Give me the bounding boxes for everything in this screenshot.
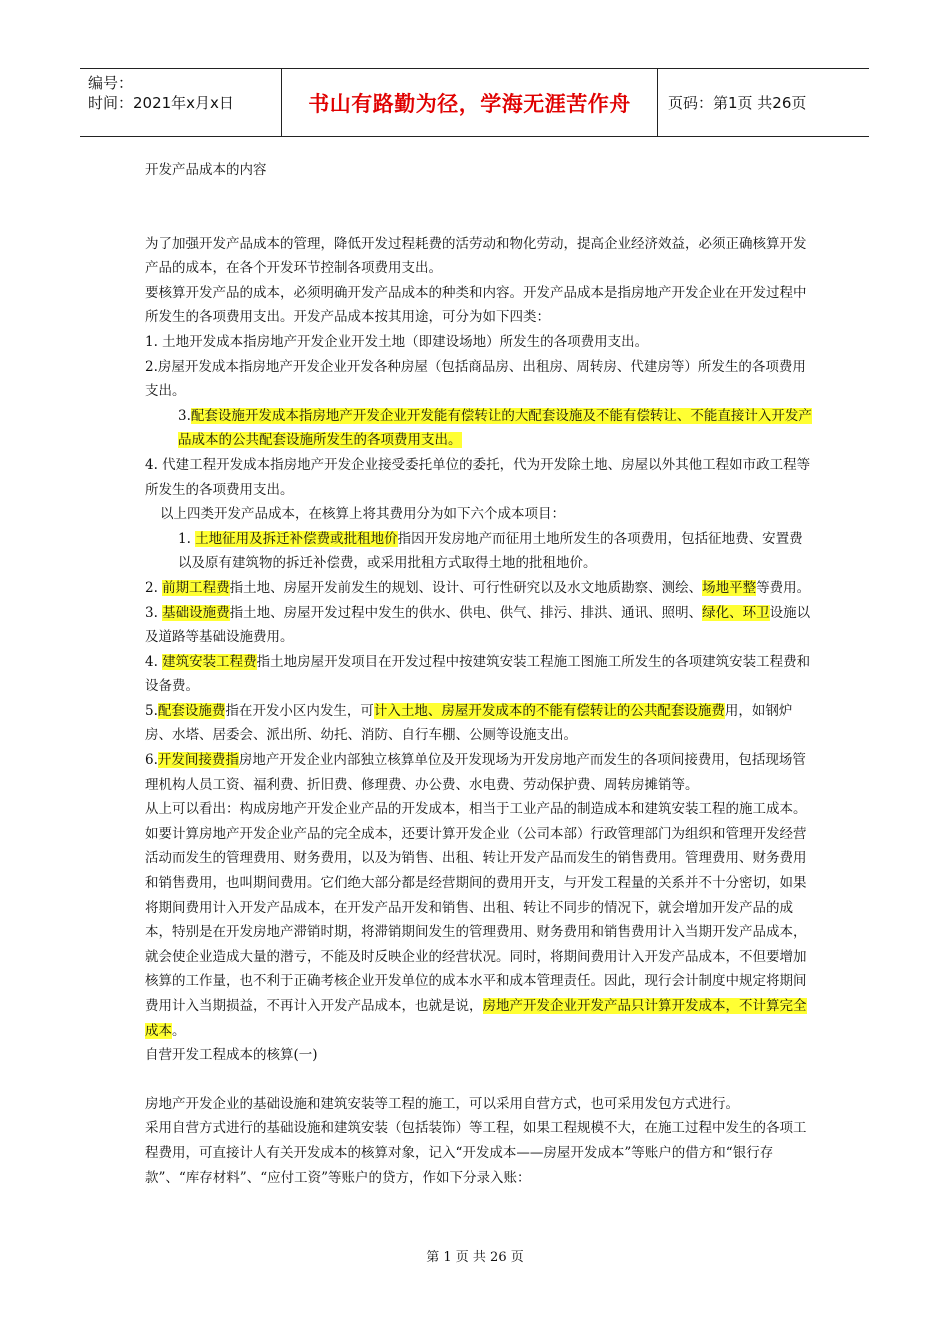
paragraph: 3. 基础设施费指土地、房屋开发过程中发生的供水、供电、供气、排污、排洪、通讯、照明、绿化、环卫设施以及道路等基础设施费用。	[145, 604, 811, 646]
paragraph: 1. 土地开发成本指房地产开发企业开发土地（即建设场地）所发生的各项费用支出。	[145, 333, 649, 350]
highlighted-text: 计入土地、房屋开发成本的不能有偿转让的公共配套设施费	[373, 702, 725, 719]
page-footer: 第 1 页 共 26 页	[426, 1250, 524, 1265]
paragraph: 1. 土地征用及拆迁补偿费或批租地价指因开发房地产而征用土地所发生的各项费用，包括征地费、安置费以及原有建筑物的拆迁补偿费，或采用批租方式取得土地的批租地价。	[178, 530, 803, 572]
highlighted-text: 房地产开发企业开发产品只计算开发成本，不计算完全成本	[145, 998, 807, 1039]
highlighted-text: 绿化、环卫	[702, 604, 770, 621]
highlighted-text: 前期工程费	[162, 579, 230, 596]
highlighted-text: 配套设施费	[157, 702, 226, 719]
paragraph: 6.开发间接费指房地产开发企业内部独立核算单位及开发现场为开发房地产而发生的各项间接费用，包括现场管理机构人员工资、福利费、折旧费、修理费、办公费、水电费、劳动保护费、周转房摊销等。	[145, 752, 806, 793]
highlighted-text: 土地征用及拆迁补偿费或批租地价	[195, 530, 398, 547]
page-header	[80, 68, 869, 137]
paragraph: 3.配套设施开发成本指房地产开发企业开发能有偿转让的大配套设施及不能有偿转让、不能直接计入开发产品成本的公共配套设施所发生的各项费用支出。	[178, 407, 812, 449]
highlighted-text: 场地平整	[702, 579, 757, 596]
doc-time-label: 时间：2021年x月x日	[88, 94, 234, 112]
highlighted-text: 基础设施费	[162, 604, 230, 621]
paragraph: 2.房屋开发成本指房地产开发企业开发各种房屋（包括商品房、出租房、周转房、代建房等）所发生的各项费用支出。	[145, 358, 806, 400]
paragraph: 4. 代建工程开发成本指房地产开发企业接受委托单位的委托，代为开发除土地、房屋以外其他工程如市政工程等所发生的各项费用支出。	[145, 456, 811, 498]
paragraph: 房地产开发企业的基础设施和建筑安装等工程的施工，可以采用自营方式，也可采用发包方式进行。	[145, 1095, 739, 1112]
document-body	[145, 158, 815, 1190]
highlighted-text: 开发间接费指	[157, 752, 239, 769]
highlighted-text: 建筑安装工程费	[162, 653, 257, 670]
paragraph: 4. 建筑安装工程费指土地房屋开发项目在开发过程中按建筑安装工程施工图施工所发生的各项建筑安装工程费和设备费。	[145, 653, 811, 695]
paragraph: 要核算开发产品的成本，必须明确开发产品成本的种类和内容。开发产品成本是指房地产开发企业在开发过程中所发生的各项费用支出。开发产品成本按其用途，可分为如下四类：	[145, 284, 807, 326]
header-motto: 书山有路勤为径，学海无涯苦作舟	[282, 69, 658, 136]
paragraph: 5.配套设施费指在开发小区内发生，可计入土地、房屋开发成本的不能有偿转让的公共配套设施费用，如钢炉房、水塔、居委会、派出所、幼托、消防、自行车棚、公厕等设施支出。	[145, 702, 793, 744]
doc-number-label: 编号：	[88, 74, 134, 92]
paragraph: 2. 前期工程费指土地、房屋开发前发生的规划、设计、可行性研究以及水文地质勘察、测绘、场地平整等费用。	[145, 579, 811, 596]
paragraph: 从上可以看出：构成房地产开发企业产品的开发成本，相当于工业产品的制造成本和建筑安装工程的施工成本。如要计算房地产开发企业产品的完全成本，还要计算开发企业（公司本部）行政管理部门为组织和管理开发经营活动而发生的管理费用、财务费用，以及为销售、出租、转让开发产品而发生的销售费用。管理费用、财务费用和销售费用，也叫期间费用。它们绝大部分都是经营期间的费用开支，与开发工程量的关系并不十分密切，如果将期间费用计入开发产品成本，在开发产品开发和销售、出租、转让不同步的情况下，就会增加开发产品的成本，特别是在开发房地产滞销时期，将滞销期间发生的管理费用、财务费用和销售费用计入当期开发产品成本，就会使企业造成大量的潜亏，不能及时反映企业的经营状况。同时，将期间费用计入开发产品成本，不但要增加核算的工作量，也不利于正确考核企业开发单位的成本水平和成本管理责任。因此，现行会计制度中规定将期间费用计入当期损益，不再计入开发产品成本，也就是说，房地产开发企业开发产品只计算开发成本，不计算完全成本。	[145, 801, 807, 1039]
highlighted-text: 配套设施开发成本指房地产开发企业开发能有偿转让的大配套设施及不能有偿转让、不能直接计入开发产品成本的公共配套设施所发生的各项费用支出。	[178, 407, 812, 449]
section-title: 开发产品成本的内容	[145, 162, 267, 178]
header-meta	[80, 69, 282, 136]
paragraph: 为了加强开发产品成本的管理，降低开发过程耗费的活劳动和物化劳动，提高企业经济效益，必须正确核算开发产品的成本，在各个开发环节控制各项费用支出。	[145, 235, 807, 277]
paragraph: 以上四类开发产品成本，在核算上将其费用分为如下六个成本项目：	[160, 506, 565, 523]
header-page-info: 页码：第1页 共26页	[668, 94, 807, 112]
paragraph: 采用自营方式进行的基础设施和建筑安装（包括装饰）等工程，如果工程规模不大，在施工过程中发生的各项工程费用，可直接计人有关开发成本的核算对象，记入“开发成本——房屋开发成本”等账户的借方和“银行存款”、“库存材料”、“应付工资”等账户的贷方，作如下分录入账：	[145, 1120, 807, 1186]
section-title: 自营开发工程成本的核算(一)	[145, 1047, 318, 1064]
